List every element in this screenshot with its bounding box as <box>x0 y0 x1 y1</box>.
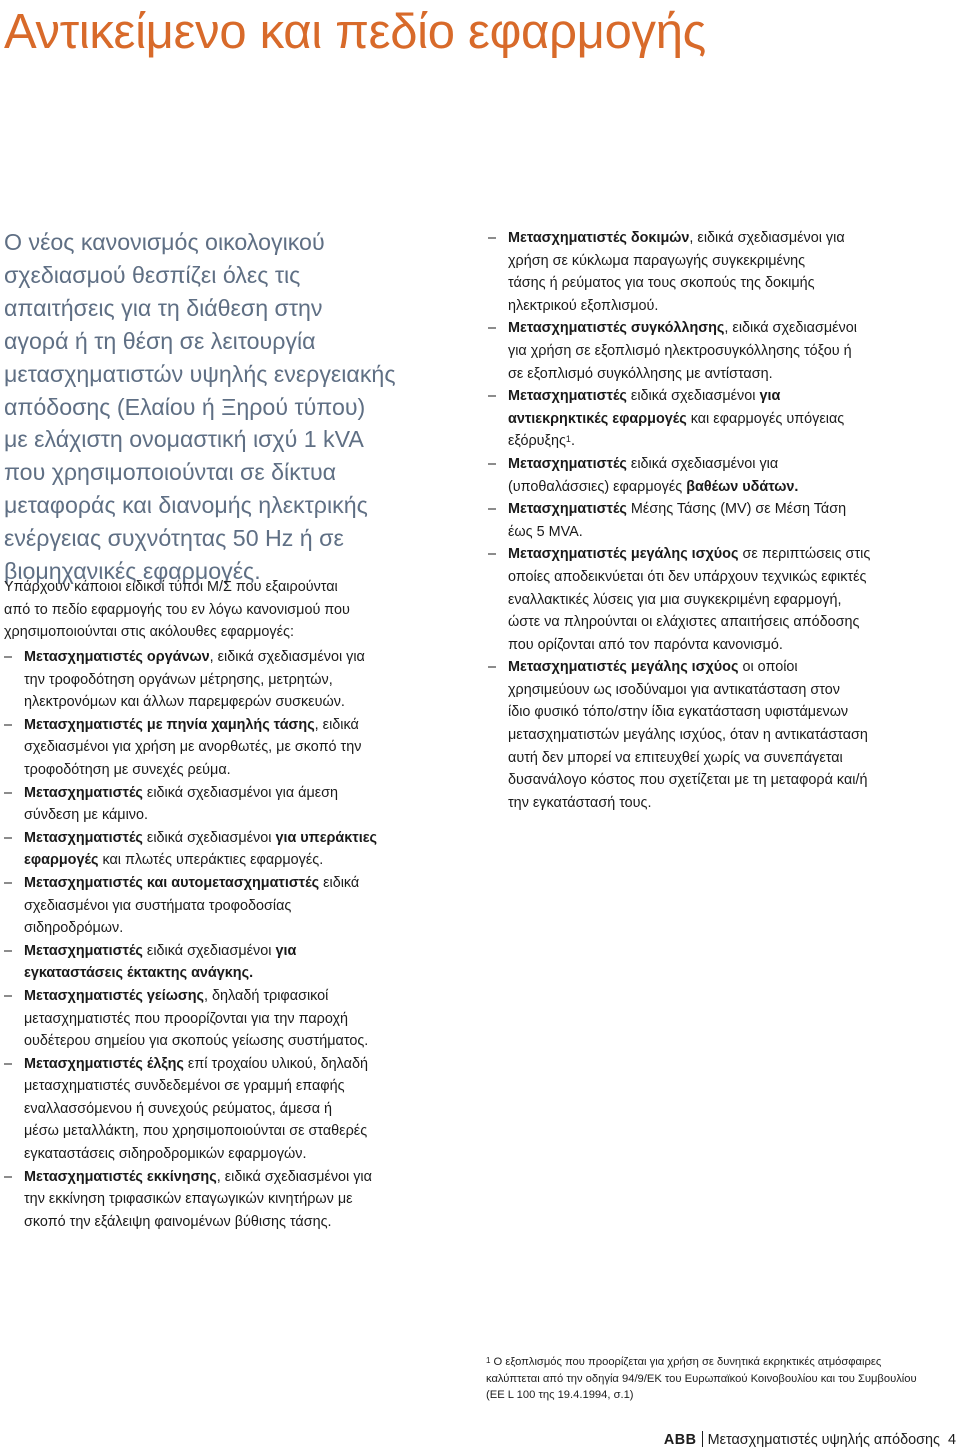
item-term: Μετασχηματιστές <box>24 784 143 801</box>
item-term: Μετασχηματιστές <box>24 829 143 846</box>
item-text: , δηλαδή τριφασικοί <box>204 987 329 1004</box>
item-text: ώστε να πληρούνται οι ελάχιστες απαιτήσεις απόδοσης <box>508 614 860 631</box>
item-text: , ειδικά <box>314 716 359 733</box>
item-text: και εφαρμογές υπόγειας <box>686 410 845 427</box>
list-item <box>488 656 956 814</box>
dash-bullet: – <box>4 784 13 801</box>
dash-bullet: – <box>488 455 497 472</box>
item-term: Μετασχηματιστές μεγάλης ισχύος <box>508 659 739 676</box>
list-item <box>4 1053 474 1166</box>
item-text: δυσανάλογο κόστος που σχετίζεται με τη μεταφορά και/ή <box>508 772 868 789</box>
item-text: τάσης ή ρεύματος για τους σκοπούς της δοκιμής <box>508 275 815 292</box>
item-text: εναλλακτικές λύσεις για μια συγκεκριμένη εφαρμογή, <box>508 591 842 608</box>
item-text: μετασχηματιστές που προορίζονται για την παροχή <box>24 1010 349 1027</box>
lead-line: σχεδιασμού θεσπίζει όλες τις <box>4 261 301 288</box>
lead-line: μετασχηματιστών υψηλής ενεργειακής <box>4 360 396 387</box>
list-item <box>4 782 474 827</box>
exclusion-list-right <box>488 227 956 814</box>
item-term: Μετασχηματιστές <box>24 942 143 959</box>
item-term: Μετασχηματιστές <box>508 455 627 472</box>
lead-paragraph <box>4 226 464 588</box>
dash-bullet: – <box>4 649 13 665</box>
intro-paragraph <box>4 576 464 644</box>
item-text: ειδικά σχεδιασμένοι για <box>626 455 779 472</box>
item-term: Μετασχηματιστές συγκόλλησης <box>508 320 725 337</box>
dash-bullet: – <box>488 388 497 405</box>
item-text: σε περιπτώσεις στις <box>738 546 871 563</box>
footnote-marker: 1 <box>565 434 571 445</box>
intro-line: Υπάρχουν κάποιοι ειδικοί τύποι Μ/Σ που εξαιρούνται <box>4 579 338 595</box>
item-text: ουδέτερου σημείου για σκοπούς γείωσης συστήματος. <box>24 1033 369 1050</box>
dash-bullet: – <box>4 874 13 891</box>
item-text: τροφοδότηση με συνεχές ρεύμα. <box>24 761 231 778</box>
item-term: Μετασχηματιστές με πηνία χαμηλής τάσης <box>24 716 315 733</box>
item-term: εφαρμογές <box>24 852 99 869</box>
item-term: Μετασχηματιστές γείωσης <box>24 987 205 1004</box>
page-footer <box>664 1431 956 1449</box>
dash-bullet: – <box>488 230 497 246</box>
page-title: Αντικείμενο και πεδίο εφαρμογής <box>4 5 706 59</box>
item-text: . <box>570 433 575 450</box>
footnote-number: 1 <box>486 1356 491 1365</box>
brand-logo: ABB <box>663 1432 697 1448</box>
item-term: για υπεράκτιες <box>275 829 378 846</box>
item-text: σχεδιασμένοι για συστήματα τροφοδοσίας <box>24 897 292 914</box>
dash-bullet: – <box>4 829 13 846</box>
list-item <box>4 985 474 1053</box>
item-text: ειδικά σχεδιασμένοι <box>142 942 276 959</box>
list-item <box>4 714 474 782</box>
page-number: 4 <box>947 1432 956 1448</box>
item-text: εναλλασσόμενου ή συνεχούς ρεύματος, άμεσα ή <box>24 1100 333 1117</box>
item-text: σιδηροδρόμων. <box>24 920 124 937</box>
list-item <box>488 317 956 385</box>
item-text: σύνδεση με κάμινο. <box>24 807 148 824</box>
item-text: ειδικά σχεδιασμένοι για άμεση <box>142 784 339 801</box>
list-item <box>488 453 956 498</box>
item-text: οποίες αποδεικνύεται ότι δεν υπάρχουν τεχνικώς εφικτές <box>508 568 867 585</box>
item-term: βαθέων υδάτων. <box>686 478 799 495</box>
lead-line: ενέργειας συχνότητας 50 Hz ή σε <box>4 525 344 552</box>
list-item <box>4 940 474 985</box>
item-term: Μετασχηματιστές μεγάλης ισχύος <box>508 546 739 563</box>
lead-line: μεταφοράς και διανομής ηλεκτρικής <box>4 492 368 519</box>
item-text: και πλωτές υπεράκτιες εφαρμογές. <box>98 852 324 869</box>
intro-line: από το πεδίο εφαρμογής του εν λόγω κανονισμού που <box>4 601 350 618</box>
item-text: οι οποίοι <box>738 659 798 676</box>
item-text: μετασχηματιστές συνδεδεμένοι σε γραμμή επαφής <box>24 1078 345 1095</box>
item-term: Μετασχηματιστές οργάνων <box>24 649 210 665</box>
lead-line: με ελάχιστη ονομαστική ισχύ 1 kVA <box>4 426 364 453</box>
dash-bullet: – <box>488 659 497 676</box>
exclusion-list-left <box>4 646 474 1233</box>
dash-bullet: – <box>488 320 497 337</box>
dash-bullet: – <box>4 1168 13 1185</box>
lead-line: απαιτήσεις για τη διάθεση στην <box>4 294 323 321</box>
item-text: , ειδικά σχεδιασμένοι <box>724 320 857 337</box>
list-item <box>4 827 474 872</box>
list-item <box>488 227 956 317</box>
footer-divider <box>702 1431 703 1447</box>
dash-bullet: – <box>4 987 13 1004</box>
lead-line: αγορά ή τη θέση σε λειτουργία <box>4 327 316 354</box>
lead-line: Ο νέος κανονισμός οικολογικού <box>4 229 325 255</box>
item-text: (υποθαλάσσιες) εφαρμογές <box>508 478 687 495</box>
item-text: εξόρυξης <box>508 433 566 450</box>
item-text: για χρήση σε εξοπλισμό ηλεκτροσυγκόλλησης τόξου ή <box>508 342 852 359</box>
item-text: , ειδικά σχεδιασμένοι για <box>216 1168 372 1185</box>
item-text: την τροφοδότηση οργάνων μέτρησης, μετρητών, <box>24 671 333 688</box>
item-text: εγκαταστάσεις σιδηροδρομικών εφαρμογών. <box>24 1146 307 1163</box>
item-text: χρησιμεύουν ως ισοδύναμοι για αντικατάσταση στον <box>508 681 840 698</box>
list-item <box>488 385 956 453</box>
item-text: μετασχηματιστών μεγάλης ισχύος, όταν η αντικατάσταση <box>508 727 868 744</box>
item-term: Μετασχηματιστές <box>508 501 627 518</box>
item-text: την εκκίνηση τριφασικών επαγωγικών κινητήρων με <box>24 1191 353 1208</box>
item-text: ειδικά σχεδιασμένοι <box>142 829 276 846</box>
item-text: που ορίζονται από τον παρόντα κανονισμό. <box>508 636 783 653</box>
lead-line: βιομηχανικές εφαρμογές. <box>4 558 261 585</box>
footnote <box>486 1354 956 1404</box>
item-text: σκοπό την εξάλειψη φαινομένων βύθισης τάσης. <box>24 1213 332 1230</box>
item-term: για <box>759 388 781 405</box>
lead-line: που χρησιμοποιούνται σε δίκτυα <box>4 459 337 486</box>
item-text: , ειδικά σχεδιασμένοι για <box>209 649 365 665</box>
item-text: ηλεκτρονόμων και άλλων παρεμφερών συσκευών. <box>24 694 345 711</box>
item-text: ίδιο φυσικό τόπο/στην ίδια εγκατάσταση υφιστάμενων <box>508 704 849 721</box>
item-text: σε εξοπλισμό συγκόλλησης με αντίσταση. <box>508 365 773 382</box>
dash-bullet: – <box>488 546 497 563</box>
item-term: Μετασχηματιστές <box>508 388 627 405</box>
item-term: Μετασχηματιστές δοκιμών <box>508 230 690 246</box>
item-term: Μετασχηματιστές έλξης <box>24 1055 184 1072</box>
list-item <box>4 1166 474 1234</box>
item-text: ειδικά <box>319 874 360 891</box>
list-item <box>4 646 474 714</box>
dash-bullet: – <box>4 942 13 959</box>
list-item <box>488 543 956 656</box>
item-term: αντιεκρηκτικές εφαρμογές <box>508 410 687 427</box>
footnote-text: καλύπτεται από την οδηγία 94/9/ΕΚ του Ευρωπαϊκού Κοινοβουλίου και του Συμβουλίου <box>486 1372 917 1385</box>
footer-title: Μετασχηματιστές υψηλής απόδοσης <box>707 1432 940 1448</box>
item-text: σχεδιασμένοι για χρήση με ανορθωτές, με σκοπό την <box>24 739 362 756</box>
item-text: έως 5 MVA. <box>508 523 583 540</box>
dash-bullet: – <box>4 1055 13 1072</box>
item-text: χρήση σε κύκλωμα παραγωγής συγκεκριμένης <box>508 252 806 269</box>
dash-bullet: – <box>488 501 497 518</box>
item-term: Μετασχηματιστές και αυτομετασχηματιστές <box>24 874 320 891</box>
item-text: την εγκατάστασή τους. <box>508 794 652 811</box>
item-text: Μέσης Τάσης (MV) σε Μέση Τάση <box>626 501 847 518</box>
lead-line: απόδοσης (Ελαίου ή Ξηρού τύπου) <box>4 393 366 420</box>
item-term: Μετασχηματιστές εκκίνησης <box>24 1168 217 1185</box>
item-text: ηλεκτρικού εξοπλισμού. <box>508 297 659 314</box>
list-item <box>4 872 474 940</box>
intro-line: χρησιμοποιούνται στις ακόλουθες εφαρμογές: <box>4 624 294 641</box>
item-text: αυτή δεν μπορεί να επιτευχθεί χωρίς να συνεπάγεται <box>508 749 843 766</box>
list-item <box>488 498 956 543</box>
footnote-text: Ο εξοπλισμός που προορίζεται για χρήση σε δυνητικά εκρηκτικές ατμόσφαιρες <box>490 1356 882 1368</box>
item-term: εγκαταστάσεις έκτακτης ανάγκης. <box>24 965 254 982</box>
item-text: ειδικά σχεδιασμένοι <box>626 388 760 405</box>
dash-bullet: – <box>4 716 13 733</box>
footnote-text: (ΕΕ L 100 της 19.4.1994, σ.1) <box>486 1389 634 1401</box>
item-text: μέσω μεταλλάκτη, που χρησιμοποιούνται σε σταθερές <box>24 1123 368 1140</box>
item-term: για <box>275 942 297 959</box>
item-text: , ειδικά σχεδιασμένοι για <box>689 230 845 246</box>
item-text: επί τροχαίου υλικού, δηλαδή <box>183 1055 368 1072</box>
